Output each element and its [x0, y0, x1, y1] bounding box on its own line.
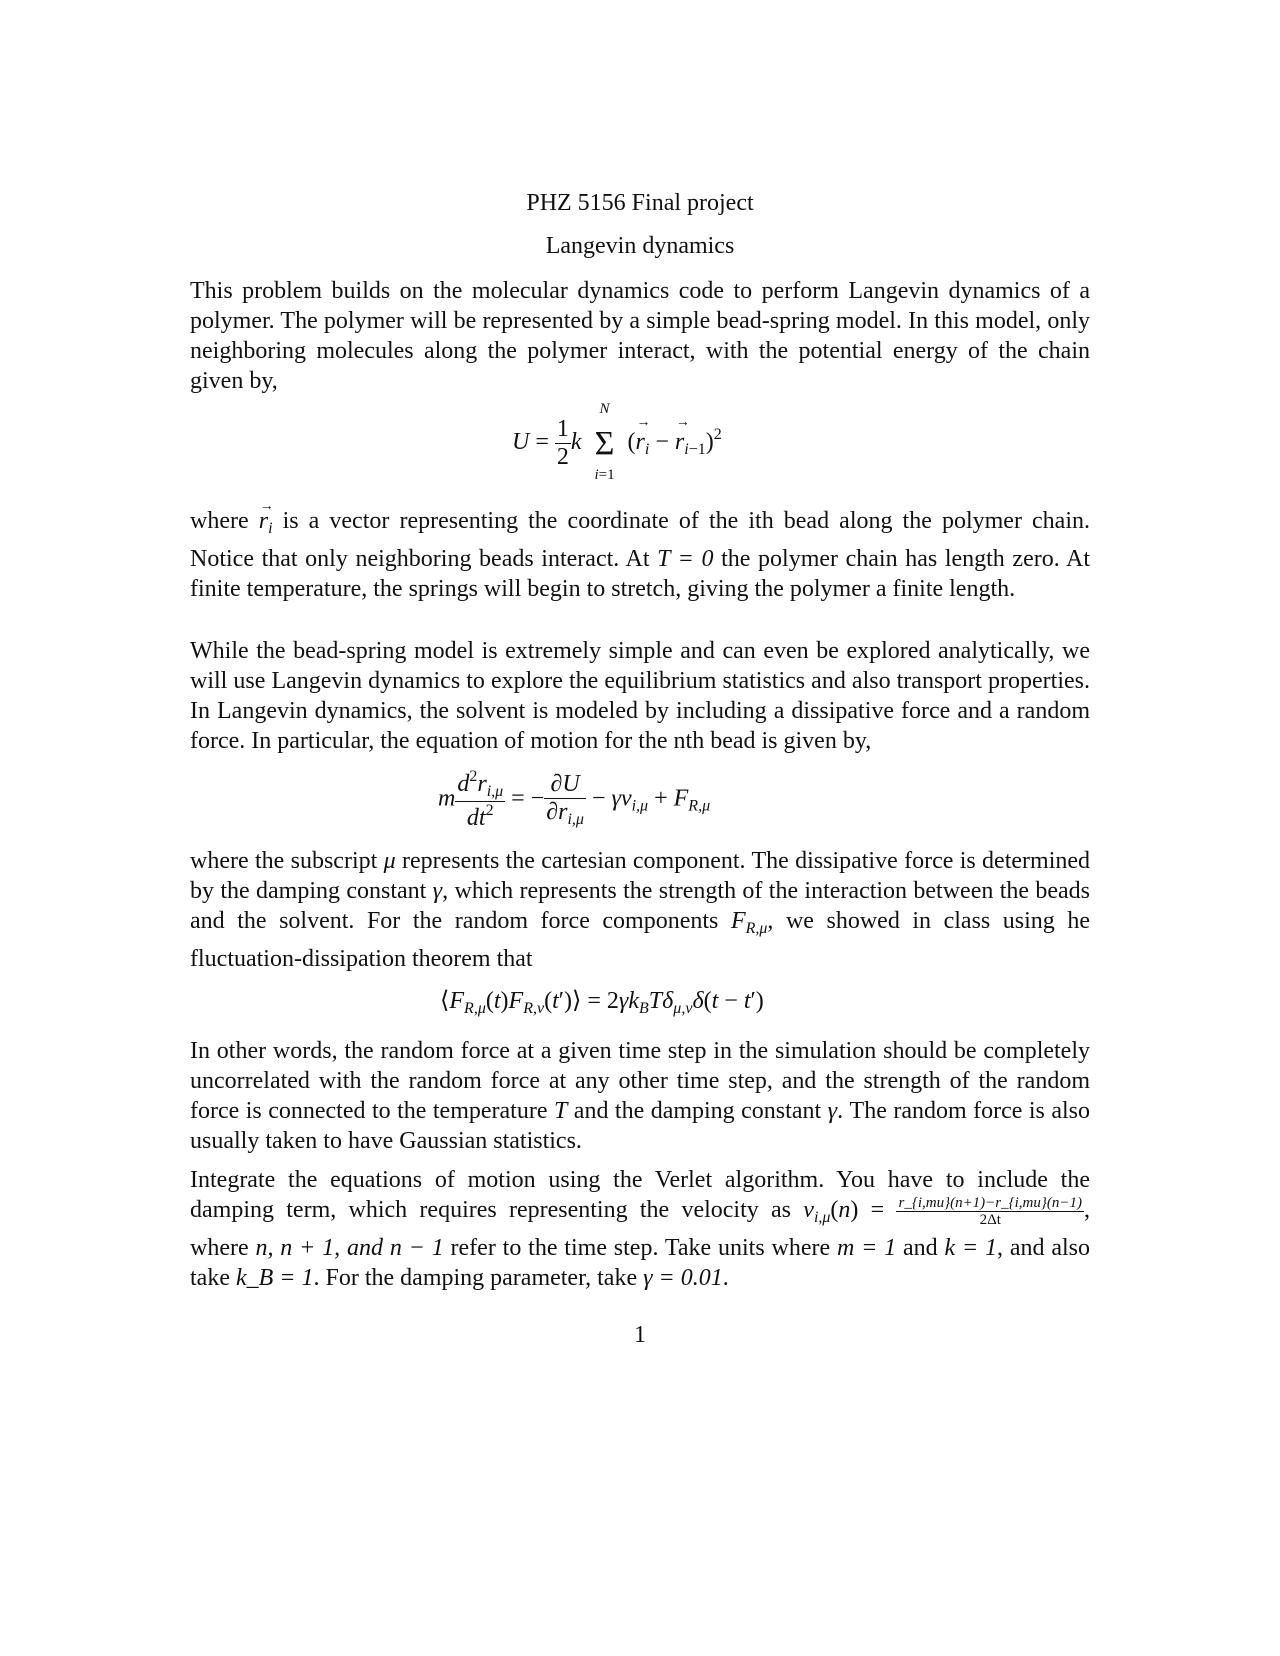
document-subtitle: Langevin dynamics: [545, 233, 735, 259]
paragraph-dissipative-force: where the subscript μ represents the cartesian component. The dissipative force is determined by the damping constant γ, which represents the strength of the interaction between the beads and the solvent. For the random force components $F_{R,\mu}$, we showed in class using he fluctuation-dissipation theorem that: [190, 848, 1091, 972]
page-number: 1: [634, 1322, 646, 1348]
equation-of-motion: m $\frac{d^2r_{i,\mu}}{dt^2}$ = − $\frac{\partial U}{\partial r_{i,\mu}}$ − $\gamma v_{i,\mu} + F_{R,\mu}$: [438, 768, 711, 831]
equation-correlation: $⟨F_{R,\mu}(t)F_{R,\nu}(t')⟩ = 2\gamma k_BT\delta_{\mu,\nu}\delta(t - t')$: [440, 988, 764, 1017]
document-title: PHZ 5156 Final project: [526, 190, 754, 216]
paragraph-langevin: While the bead-spring model is extremely simple and can even be explored analytically, we will use Langevin dynamics to explore the equilibrium statistics and also transport properties. In Langevin dynamics, the solvent is modeled by including a dissipative force and a random force. In particular, the equation of motion for the nth bead is given by,: [190, 638, 1090, 754]
paragraph-random-force: In other words, the random force at a given time step in the simulation should be completely uncorrelated with the random force at any other time step, and the strength of the random force is connected to the temperature T and the damping constant γ. The random force is also usually taken to have Gaussian statistics.: [190, 1038, 1090, 1154]
paragraph-vector-definition: where $r \to_i$ is a vector representing the coordinate of the ith bead along the polymer chain. Notice that only neighboring beads interact. At T = 0 the polymer chain has length zero. At finite temperature, the springs will begin to stretch, giving the polymer a finite length.: [190, 506, 1090, 604]
paragraph-intro: This problem builds on the molecular dynamics code to perform Langevin dynamics of a polymer. The polymer will be represented by a simple bead-spring model. In this model, only neighboring molecules along the polymer interact, with the potential energy of the chain given by,: [190, 278, 1090, 394]
paragraph-verlet: Integrate the equations of motion using the Verlet algorithm. You have to include the damping term, which requires representing the velocity as $v_{i,\mu}(n)$ = $\frac{r\_\{i,mu\}(n+1)-r\_\{i,mu\}(n-1)}{2\Delta t}$ , where n, n + 1, and n − 1 refer to the time step. Take units where m = 1 and k = 1, and also take k_B = 1. For the damping parameter, take γ = 0.01.: [190, 1167, 1091, 1292]
equation-potential-energy: U = $\frac{1}{2}$ k N Σ i=1 $(r \to_i - r \to_{i-1})^2$: [512, 416, 722, 471]
